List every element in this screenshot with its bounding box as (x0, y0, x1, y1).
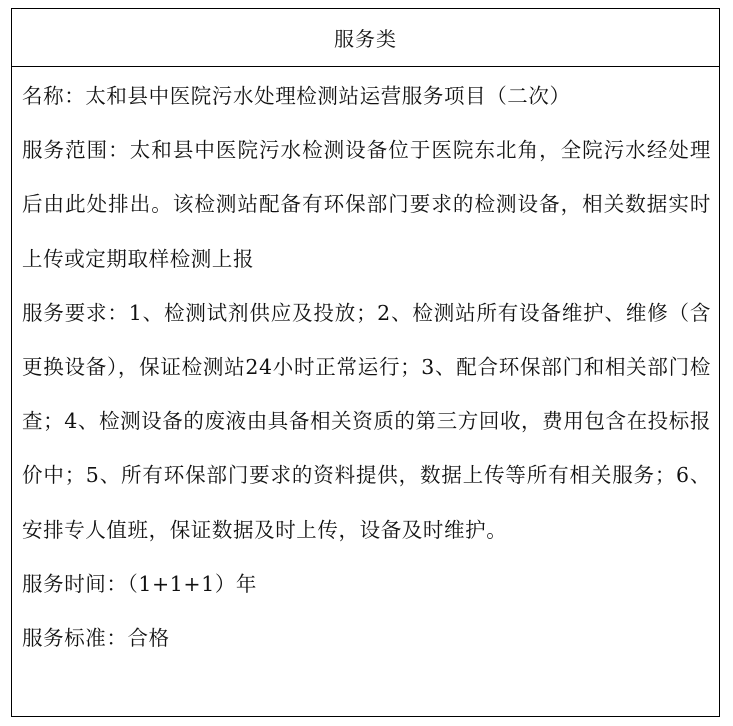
service-scope-row (22, 123, 711, 286)
table-body-cell (12, 67, 719, 665)
service-standard-label: 服务标准： (22, 626, 128, 651)
service-standard-value: 合格 (127, 626, 170, 651)
service-requirements-value: 1、检测试剂供应及投放；2、检测站所有设备维护、维修（含更换设备），保证检测站24小时正常运行；3、配合环保部门和相关部门检查；4、检测设备的废液由具备相关资质的第三方回收，费用包含在投标报价中；5、所有环保部门要求的资料提供，数据上传等所有相关服务；6、安排专人值班，保证数据及时上传，设备及时维护。 (22, 300, 712, 542)
service-scope-label: 服务范围： (22, 138, 130, 163)
service-requirements-row (22, 286, 711, 557)
service-period-label: 服务时间： (22, 571, 128, 596)
table-title: 服务类 (334, 27, 397, 51)
service-period-value: （1+1+1）年 (127, 571, 258, 596)
service-table (11, 8, 720, 717)
project-name-label: 名称： (22, 84, 86, 108)
service-period-row (22, 557, 711, 611)
service-requirements-label: 服务要求： (22, 300, 129, 325)
service-scope-value: 太和县中医院污水检测设备位于医院东北角，全院污水经处理后由此处排出。该检测站配备有环保部门要求的检测设备，相关数据实时上传或定期取样检测上报 (22, 138, 712, 271)
service-standard-row (22, 611, 711, 665)
table-header-cell (12, 9, 719, 67)
project-name-value: 太和县中医院污水处理检测站运营服务项目（二次） (85, 84, 571, 108)
project-name-row (22, 69, 711, 123)
